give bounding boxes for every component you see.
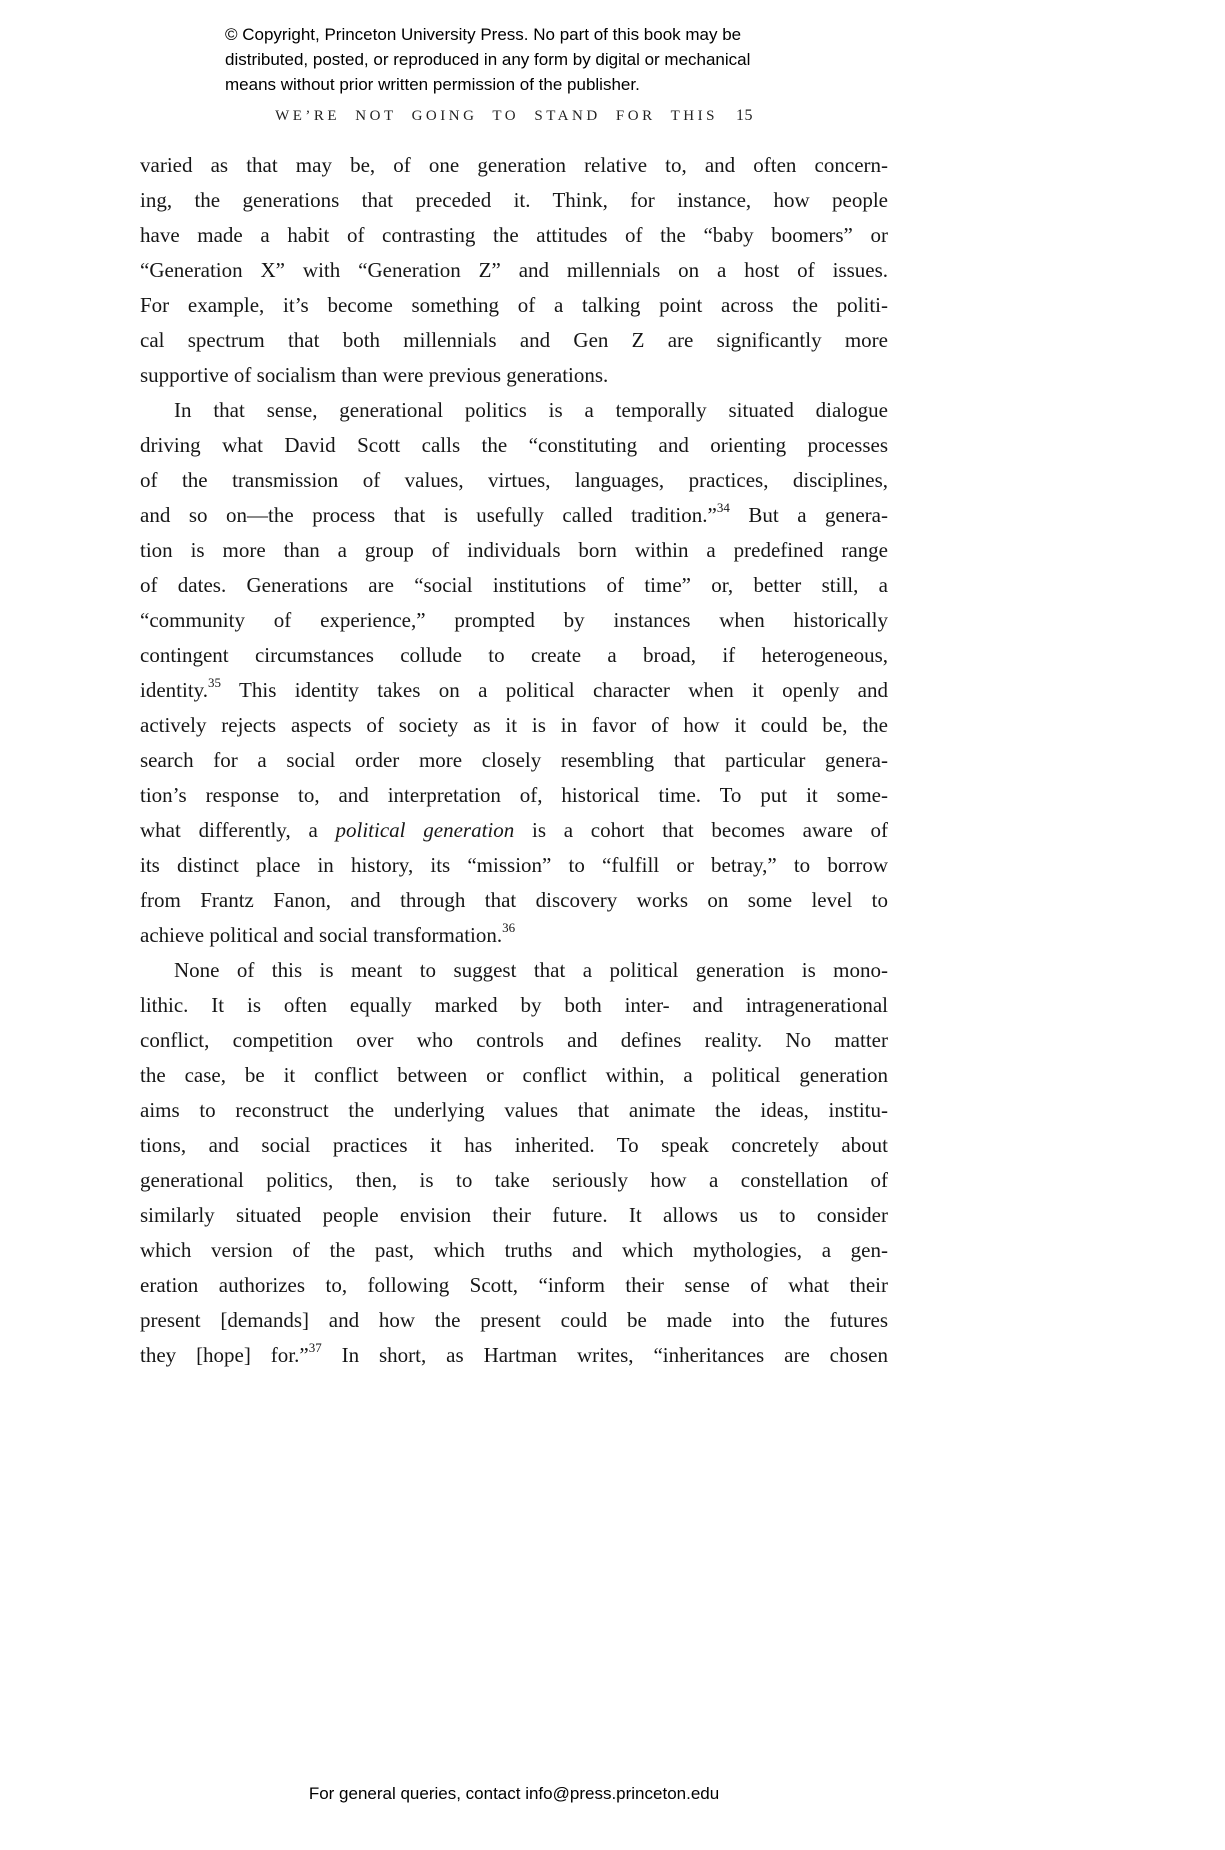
body-text: [140, 148, 888, 1373]
body-line: conflict, competition over who controls and defines reality. No matter: [140, 1028, 888, 1052]
body-line: present [demands] and how the present could be made into the futures: [140, 1308, 888, 1332]
footnote-reference: 36: [502, 920, 516, 935]
copyright-line: distributed, posted, or reproduced in any form by digital or mechanical: [225, 50, 751, 69]
body-line: In that sense, generational politics is a temporally situated dialogue: [174, 398, 888, 422]
footnote-reference: 37: [308, 1340, 322, 1355]
page-number: 15: [735, 107, 753, 124]
body-line: search for a social order more closely resembling that particular genera-: [140, 748, 888, 772]
footnote-reference: 34: [716, 500, 730, 515]
body-line: achieve political and social transformation.$^{36}$: [140, 920, 516, 947]
body-line: varied as that may be, of one generation relative to, and often concern-: [140, 153, 888, 177]
body-line: aims to reconstruct the underlying values that animate the ideas, institu-: [140, 1098, 888, 1122]
body-line: “Generation X” with “Generation Z” and millennials on a host of issues.: [140, 258, 888, 282]
body-line: have made a habit of contrasting the attitudes of the “baby boomers” or: [140, 223, 888, 247]
body-line: similarly situated people envision their future. It allows us to consider: [140, 1203, 888, 1227]
body-line: of dates. Generations are “social institutions of time” or, better still, a: [140, 573, 888, 597]
body-line: supportive of socialism than were previous generations.: [140, 363, 609, 387]
footnote-reference: 35: [208, 675, 222, 690]
body-line: eration authorizes to, following Scott, “inform their sense of what their: [140, 1273, 888, 1297]
body-line: lithic. It is often equally marked by both inter- and intragenerational: [140, 993, 888, 1017]
body-line: which version of the past, which truths and which mythologies, a gen-: [140, 1238, 888, 1262]
copyright-notice: [225, 22, 888, 97]
body-line: and so on—the process that is usefully called tradition.”$^{34}$ But a genera-: [140, 500, 888, 527]
body-line: its distinct place in history, its “mission” to “fulfill or betray,” to borrow: [140, 853, 888, 877]
copyright-line: © Copyright, Princeton University Press. No part of this book may be: [225, 25, 742, 44]
paragraph: [140, 393, 888, 953]
body-line: tions, and social practices it has inherited. To speak concretely about: [140, 1133, 888, 1157]
body-line: cal spectrum that both millennials and Gen Z are significantly more: [140, 328, 888, 352]
body-line: tion’s response to, and interpretation of, historical time. To put it some-: [140, 783, 888, 807]
body-line: ing, the generations that preceded it. Think, for instance, how people: [140, 188, 888, 212]
paragraph: [140, 953, 888, 1373]
body-line: tion is more than a group of individuals born within a predefined range: [140, 538, 888, 562]
footer-query-note: For general queries, contact info@press.princeton.edu: [308, 1784, 720, 1803]
body-line: “community of experience,” prompted by instances when historically: [140, 608, 888, 632]
body-line: from Frantz Fanon, and through that discovery works on some level to: [140, 888, 888, 912]
body-line: of the transmission of values, virtues, languages, practices, disciplines,: [140, 468, 888, 492]
body-line: what differently, a political generation is a cohort that becomes aware of: [140, 818, 888, 842]
body-line: they [hope] for.”$^{37}$ In short, as Hartman writes, “inheritances are chosen: [140, 1340, 888, 1367]
running-head: [140, 106, 888, 126]
body-line: the case, be it conflict between or conflict within, a political generation: [140, 1063, 888, 1087]
body-line: None of this is meant to suggest that a political generation is mono-: [174, 958, 888, 982]
running-head-title: WE’RE NOT GOING TO STAND FOR THIS: [275, 108, 718, 124]
body-line: contingent circumstances collude to create a broad, if heterogeneous,: [140, 643, 888, 667]
italic-term: political generation: [335, 818, 515, 842]
body-line: For example, it’s become something of a talking point across the politi-: [140, 293, 888, 317]
text-column: [140, 0, 888, 1373]
paragraph: [140, 148, 888, 393]
body-line: driving what David Scott calls the “constituting and orienting processes: [140, 433, 888, 457]
body-line: actively rejects aspects of society as it is in favor of how it could be, the: [140, 713, 888, 737]
body-line: identity.$^{35}$ This identity takes on a political character when it openly and: [140, 675, 888, 702]
body-line: generational politics, then, is to take seriously how a constellation of: [140, 1168, 888, 1192]
copyright-line: means without prior written permission of the publisher.: [225, 75, 640, 94]
